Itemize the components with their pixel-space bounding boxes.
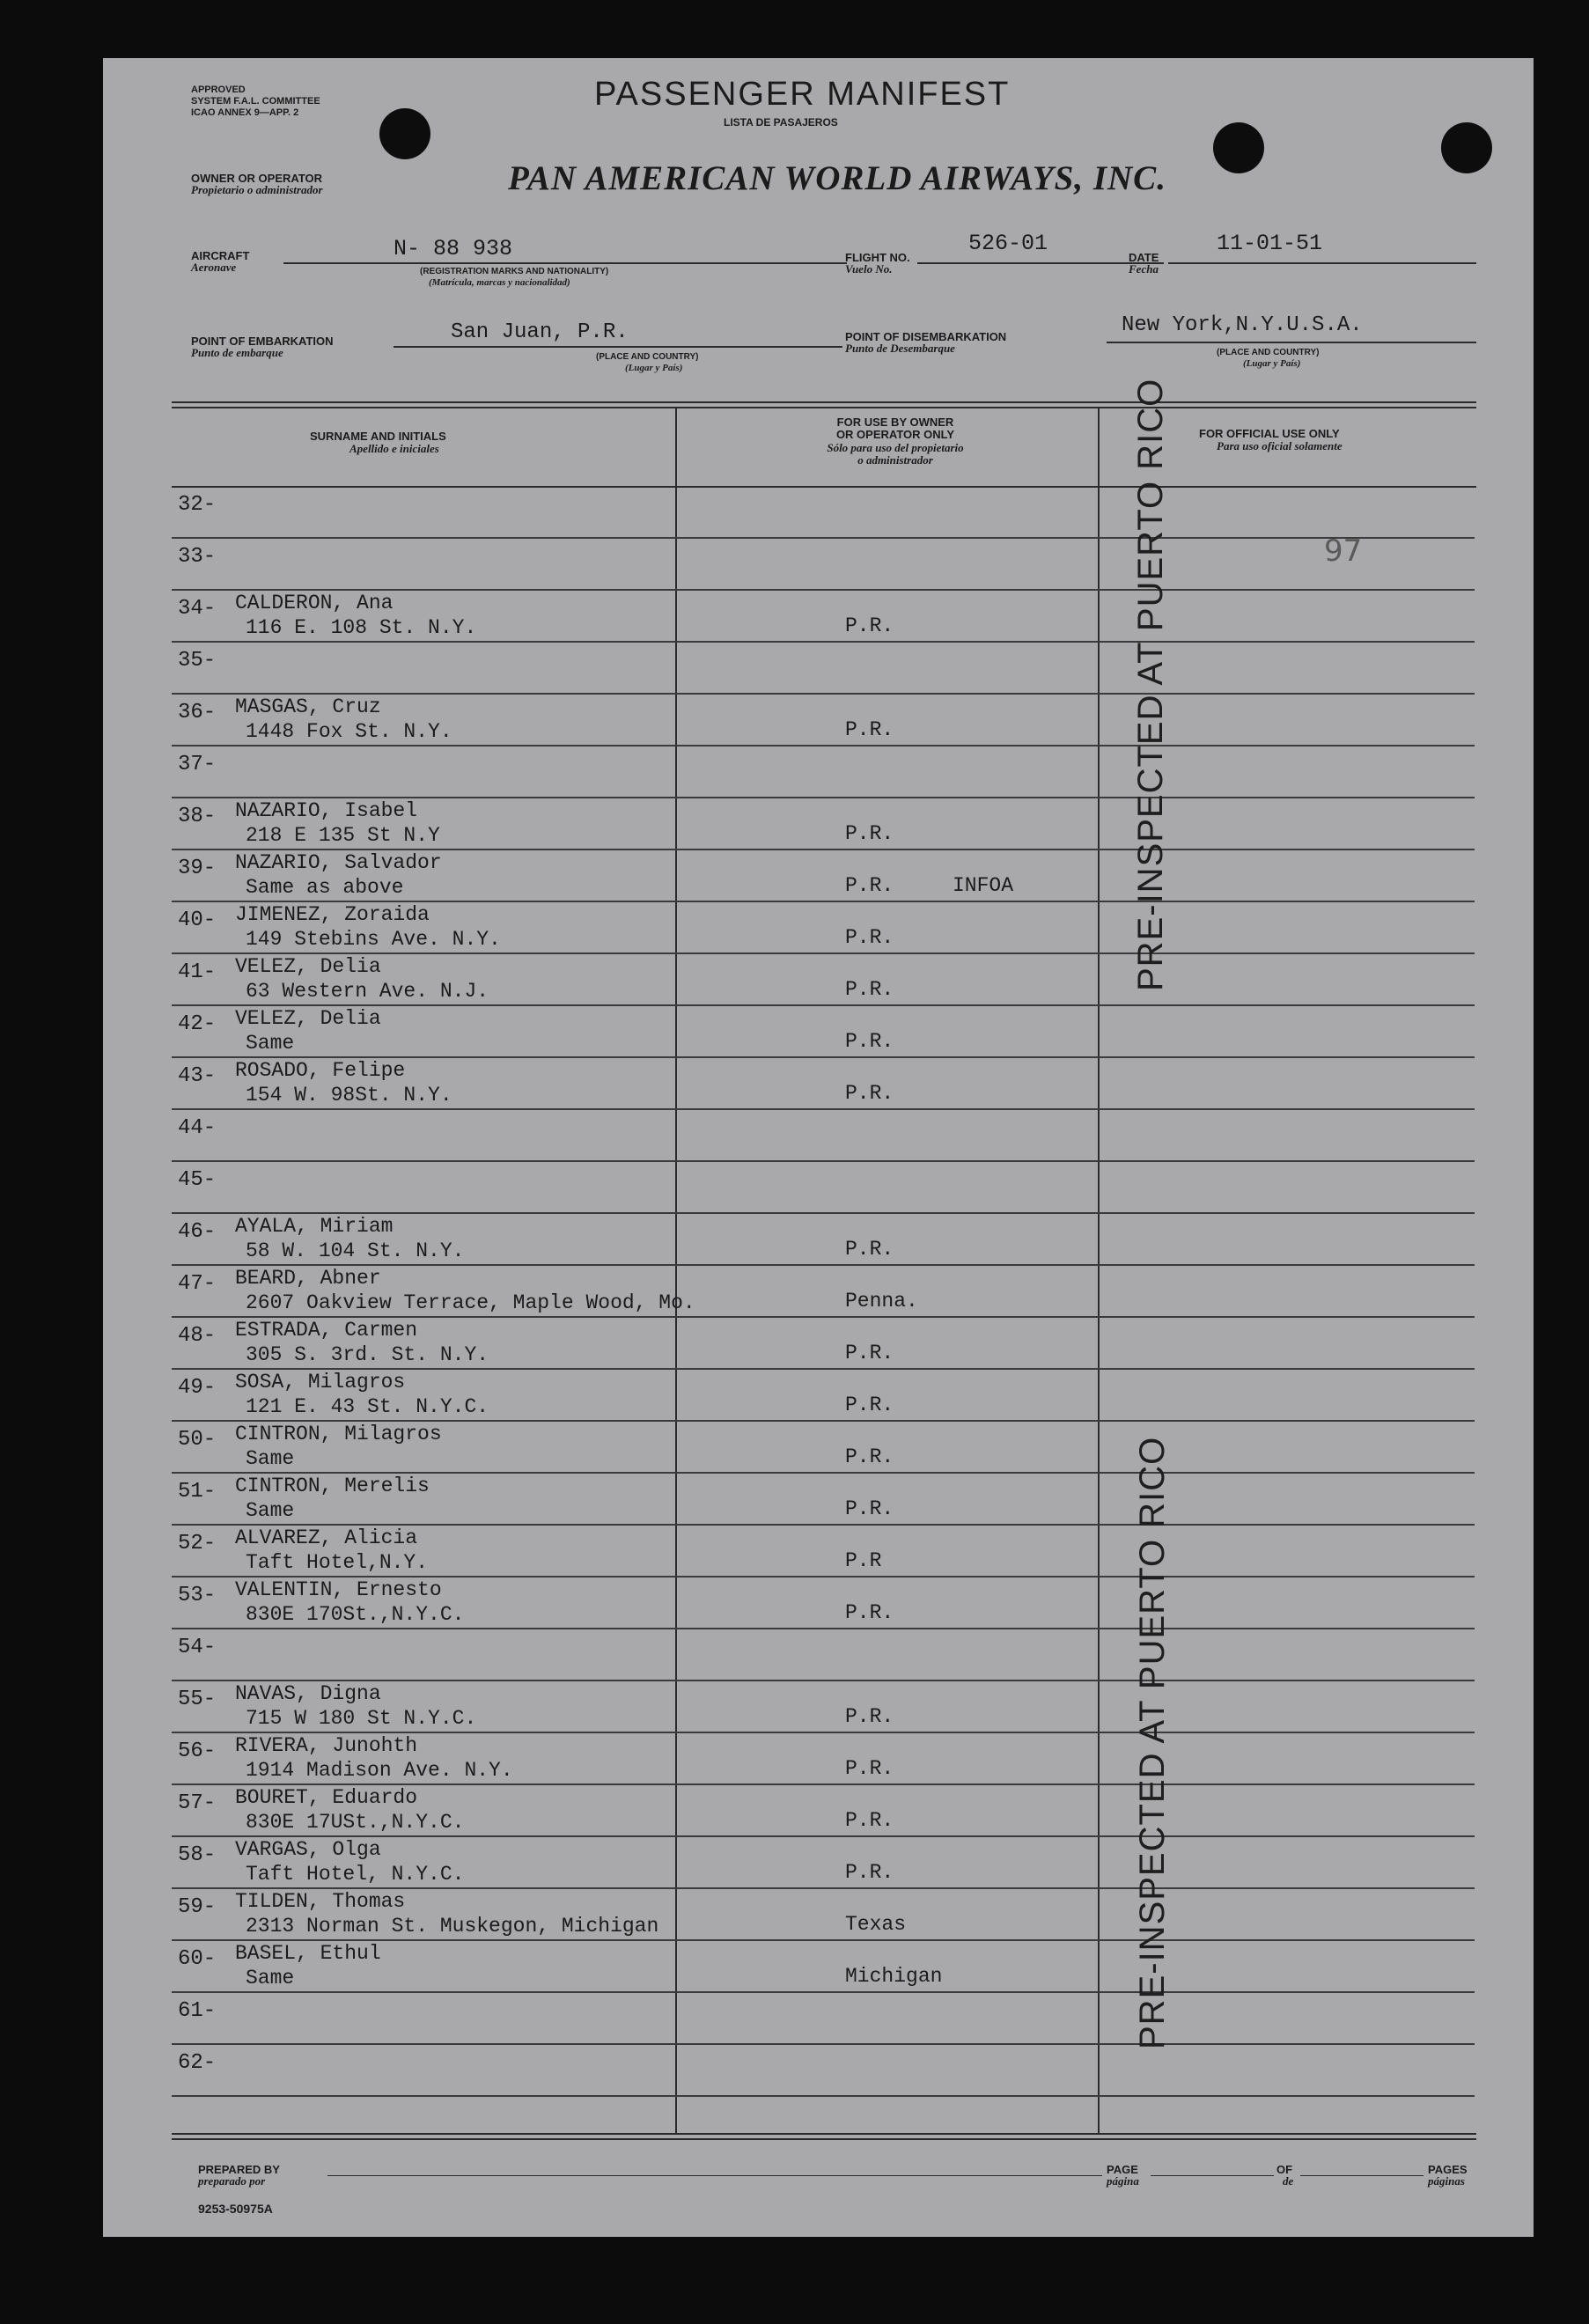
table-row xyxy=(103,903,1534,955)
row-divider xyxy=(172,1991,1475,1993)
punch-hole xyxy=(1441,122,1492,173)
passenger-address: 715 W 180 St N.Y.C. xyxy=(246,1707,477,1730)
column-header-official: FOR OFFICIAL USE ONLY xyxy=(1199,427,1340,440)
owner-note: P.R. xyxy=(845,1445,894,1468)
of-underline xyxy=(1300,2175,1423,2176)
passenger-name: VARGAS, Olga xyxy=(235,1838,381,1861)
table-row xyxy=(103,1059,1534,1111)
row-number: 61- xyxy=(178,1999,217,2023)
passenger-address: Same xyxy=(246,1967,295,1989)
table-row xyxy=(103,644,1534,695)
table-row xyxy=(103,1319,1534,1371)
row-divider xyxy=(172,1160,1475,1162)
row-divider xyxy=(172,1472,1475,1474)
row-number: 32- xyxy=(178,493,217,517)
passenger-name: ESTRADA, Carmen xyxy=(235,1319,418,1342)
of-label-es: de xyxy=(1283,2174,1294,2188)
table-bottom-rule xyxy=(172,2138,1476,2140)
flight-value: 526-01 xyxy=(968,231,1048,256)
table-row xyxy=(103,1163,1534,1215)
row-divider xyxy=(172,1732,1475,1733)
table-top-rule xyxy=(172,401,1476,403)
row-number: 39- xyxy=(178,857,217,880)
passenger-address: 218 E 135 St N.Y xyxy=(246,824,440,847)
row-divider xyxy=(172,1783,1475,1785)
pre-inspected-stamp: PRE-INSPECTED AT PUERTO RICO xyxy=(1133,1436,1172,2049)
row-number: 43- xyxy=(178,1064,217,1088)
passenger-name: VALENTIN, Ernesto xyxy=(235,1578,442,1601)
passenger-name: ALVAREZ, Alicia xyxy=(235,1526,418,1549)
flight-label-es: Vuelo No. xyxy=(845,262,893,276)
row-divider xyxy=(172,1056,1475,1058)
disembark-value: New York,N.Y.U.S.A. xyxy=(1122,313,1363,337)
row-number: 60- xyxy=(178,1947,217,1971)
aircraft-caption: (REGISTRATION MARKS AND NATIONALITY) xyxy=(420,267,609,276)
row-divider xyxy=(172,1420,1475,1422)
passenger-address: 58 W. 104 St. N.Y. xyxy=(246,1239,465,1262)
row-divider xyxy=(172,2095,1475,2097)
owner-note: P.R. xyxy=(845,718,894,741)
embark-underline xyxy=(394,346,842,348)
owner-value: PAN AMERICAN WORLD AIRWAYS, INC. xyxy=(508,159,1166,197)
approval-line: APPROVED xyxy=(191,85,246,95)
owner-note: P.R. xyxy=(845,822,894,845)
row-number: 50- xyxy=(178,1428,217,1452)
row-divider xyxy=(172,1835,1475,1837)
table-row xyxy=(103,1942,1534,1994)
owner-note: P.R. xyxy=(845,1809,894,1832)
column-header-official-es: Para uso oficial solamente xyxy=(1217,439,1343,452)
passenger-name: VELEZ, Delia xyxy=(235,955,381,978)
passenger-address: Taft Hotel, N.Y.C. xyxy=(246,1863,465,1886)
disembark-place-caption-es: (Lugar y País) xyxy=(1243,358,1301,369)
flight-underline xyxy=(917,262,1164,264)
table-row xyxy=(103,1007,1534,1059)
passenger-address: 2607 Oakview Terrace, Maple Wood, Mo. xyxy=(246,1291,695,1314)
row-number: 52- xyxy=(178,1532,217,1555)
table-row xyxy=(103,2046,1534,2098)
table-row xyxy=(103,799,1534,851)
table-row xyxy=(103,1423,1534,1475)
passenger-name: CALDERON, Ana xyxy=(235,592,394,614)
row-divider xyxy=(172,1628,1475,1629)
owner-note: P.R. xyxy=(845,1238,894,1261)
punch-hole xyxy=(379,108,430,159)
punch-hole xyxy=(1213,122,1264,173)
row-divider xyxy=(172,693,1475,695)
passenger-address: 1448 Fox St. N.Y. xyxy=(246,720,452,743)
row-number: 37- xyxy=(178,753,217,776)
table-row xyxy=(103,695,1534,747)
row-divider xyxy=(172,1939,1475,1941)
row-divider xyxy=(172,537,1475,539)
row-divider xyxy=(172,1212,1475,1214)
table-row xyxy=(103,1371,1534,1423)
table-row xyxy=(103,1111,1534,1163)
row-divider xyxy=(172,641,1475,643)
owner-note: P.R. xyxy=(845,1705,894,1728)
row-number: 53- xyxy=(178,1584,217,1607)
passenger-address: Same xyxy=(246,1447,295,1470)
table-row xyxy=(103,1838,1534,1890)
column-header-owner-use xyxy=(790,416,1001,441)
passenger-name: MASGAS, Cruz xyxy=(235,695,381,718)
date-value: 11-01-51 xyxy=(1217,231,1323,256)
passenger-name: AYALA, Miriam xyxy=(235,1215,394,1238)
passenger-name: CINTRON, Merelis xyxy=(235,1475,430,1497)
row-number: 42- xyxy=(178,1012,217,1036)
row-divider xyxy=(172,1576,1475,1578)
passenger-address: 830E 17USt.,N.Y.C. xyxy=(246,1811,465,1834)
row-divider xyxy=(172,849,1475,850)
passenger-list xyxy=(103,488,1534,2134)
table-row xyxy=(103,1215,1534,1267)
owner-note: P.R. xyxy=(845,1394,894,1416)
table-row xyxy=(103,851,1534,903)
table-row xyxy=(103,1578,1534,1630)
row-divider xyxy=(172,589,1475,591)
embark-label-es: Punto de embarque xyxy=(191,346,283,359)
passenger-address: 116 E. 108 St. N.Y. xyxy=(246,616,477,639)
row-number: 44- xyxy=(178,1116,217,1140)
manifest-page xyxy=(103,58,1534,2237)
row-number: 47- xyxy=(178,1272,217,1296)
owner-note: Texas xyxy=(845,1913,907,1936)
passenger-name: CINTRON, Milagros xyxy=(235,1423,442,1445)
table-row xyxy=(103,747,1534,799)
column-header-surname-es: Apellido e iniciales xyxy=(349,442,439,455)
passenger-name: TILDEN, Thomas xyxy=(235,1890,406,1913)
table-row xyxy=(103,1734,1534,1786)
column-header-owner-use-es-line: Sólo para uso del propietario xyxy=(827,441,964,454)
table-row xyxy=(103,488,1534,540)
passenger-name: ROSADO, Felipe xyxy=(235,1059,406,1082)
table-row xyxy=(103,1786,1534,1838)
row-divider xyxy=(172,1316,1475,1318)
of-label: OF xyxy=(1276,2163,1293,2176)
passenger-address: 830E 170St.,N.Y.C. xyxy=(246,1603,465,1626)
pages-label-es: páginas xyxy=(1428,2174,1465,2188)
row-divider xyxy=(172,1368,1475,1370)
disembark-label: POINT OF DISEMBARKATION xyxy=(845,330,1007,343)
approval-block xyxy=(191,85,320,119)
row-number: 55- xyxy=(178,1688,217,1711)
form-number: 9253-50975A xyxy=(198,2202,273,2216)
row-divider xyxy=(172,1887,1475,1889)
row-number: 51- xyxy=(178,1480,217,1504)
row-number: 57- xyxy=(178,1791,217,1815)
approval-line: SYSTEM F.A.L. COMMITTEE xyxy=(191,96,320,107)
row-number: 40- xyxy=(178,908,217,932)
page-subtitle: LISTA DE PASAJEROS xyxy=(724,116,838,129)
owner-note: P.R. xyxy=(845,614,894,637)
page-title: PASSENGER MANIFEST xyxy=(594,76,1011,113)
passenger-name: SOSA, Milagros xyxy=(235,1371,406,1394)
table-bottom-rule xyxy=(172,2133,1476,2135)
row-divider xyxy=(172,952,1475,954)
passenger-address: 305 S. 3rd. St. N.Y. xyxy=(246,1343,489,1366)
row-number: 45- xyxy=(178,1168,217,1192)
date-underline xyxy=(1168,262,1476,264)
embark-place-caption: (PLACE AND COUNTRY) xyxy=(596,352,699,362)
owner-note: P.R. xyxy=(845,1342,894,1364)
table-row xyxy=(103,1267,1534,1319)
disembark-place-caption: (PLACE AND COUNTRY) xyxy=(1217,348,1320,357)
row-divider xyxy=(172,901,1475,902)
owner-note: P.R. xyxy=(845,978,894,1001)
table-top-rule xyxy=(172,407,1476,408)
owner-label-es: Propietario o administrador xyxy=(191,183,323,196)
passenger-name: BOURET, Eduardo xyxy=(235,1786,418,1809)
row-number: 41- xyxy=(178,960,217,984)
table-row xyxy=(103,540,1534,592)
table-row xyxy=(103,955,1534,1007)
row-divider xyxy=(172,2043,1475,2045)
passenger-name: NAVAS, Digna xyxy=(235,1682,381,1705)
owner-note: P.R. xyxy=(845,1601,894,1624)
passenger-name: BEARD, Abner xyxy=(235,1267,381,1290)
row-number: 34- xyxy=(178,597,217,621)
row-number: 46- xyxy=(178,1220,217,1244)
owner-note: Penna. xyxy=(845,1290,918,1313)
embark-place-caption-es: (Lugar y País) xyxy=(625,363,683,373)
passenger-name: VELEZ, Delia xyxy=(235,1007,381,1030)
page-label: PAGE xyxy=(1107,2163,1138,2176)
passenger-address: 63 Western Ave. N.J. xyxy=(246,980,489,1003)
passenger-name: NAZARIO, Isabel xyxy=(235,799,418,822)
row-number: 59- xyxy=(178,1895,217,1919)
row-number: 56- xyxy=(178,1739,217,1763)
table-row xyxy=(103,592,1534,644)
row-divider xyxy=(172,1264,1475,1266)
row-number: 36- xyxy=(178,701,217,724)
passenger-address: Same xyxy=(246,1032,295,1055)
aircraft-underline xyxy=(283,262,847,264)
disembark-label-es: Punto de Desembarque xyxy=(845,342,955,355)
aircraft-label-es: Aeronave xyxy=(191,261,237,274)
table-row xyxy=(103,1526,1534,1578)
passenger-address: 154 W. 98St. N.Y. xyxy=(246,1084,452,1107)
passenger-name: NAZARIO, Salvador xyxy=(235,851,442,874)
flight-label: FLIGHT NO. xyxy=(845,251,910,264)
owner-note: P.R. xyxy=(845,1497,894,1520)
prepared-by-label: PREPARED BY xyxy=(198,2163,280,2176)
aircraft-caption-es: (Matrícula, marcas y nacionalidad) xyxy=(429,277,570,288)
passenger-address: 121 E. 43 St. N.Y.C. xyxy=(246,1395,489,1418)
column-header-owner-use-line: FOR USE BY OWNER xyxy=(836,416,954,429)
page-underline xyxy=(1151,2175,1274,2176)
official-count: 97 xyxy=(1324,533,1363,569)
row-number: 49- xyxy=(178,1376,217,1400)
table-row xyxy=(103,1682,1534,1734)
date-label: DATE xyxy=(1129,251,1159,264)
column-header-owner-use-line: OR OPERATOR ONLY xyxy=(835,428,955,441)
table-row xyxy=(103,1994,1534,2046)
row-number: 48- xyxy=(178,1324,217,1348)
aircraft-value: N- 88 938 xyxy=(394,236,513,261)
passenger-address: Same as above xyxy=(246,876,404,899)
prepared-by-underline xyxy=(327,2175,1102,2176)
owner-label: OWNER OR OPERATOR xyxy=(191,172,323,185)
owner-note-extra: INFOA xyxy=(953,874,1014,897)
passenger-name: BASEL, Ethul xyxy=(235,1942,381,1965)
prepared-by-label-es: preparado por xyxy=(198,2174,266,2188)
column-header-surname: SURNAME AND INITIALS xyxy=(310,430,446,443)
disembark-underline xyxy=(1107,342,1476,343)
pages-label: PAGES xyxy=(1428,2163,1468,2176)
passenger-address: 2313 Norman St. Muskegon, Michigan xyxy=(246,1915,659,1938)
owner-note: P.R. xyxy=(845,1082,894,1105)
row-number: 58- xyxy=(178,1843,217,1867)
passenger-name: RIVERA, Junohth xyxy=(235,1734,418,1757)
table-row xyxy=(103,1475,1534,1526)
row-number: 62- xyxy=(178,2051,217,2075)
embark-label: POINT OF EMBARKATION xyxy=(191,335,334,348)
column-header-owner-use-es-line: o administrador xyxy=(857,453,933,467)
pre-inspected-stamp: PRE-INSPECTED AT PUERTO RICO xyxy=(1131,378,1170,991)
page-label-es: página xyxy=(1107,2174,1139,2188)
date-label-es: Fecha xyxy=(1129,262,1159,276)
passenger-name: JIMENEZ, Zoraida xyxy=(235,903,430,926)
row-divider xyxy=(172,745,1475,746)
row-divider xyxy=(172,797,1475,798)
approval-line: ICAO ANNEX 9—APP. 2 xyxy=(191,107,299,118)
owner-note: P.R. xyxy=(845,1861,894,1884)
row-divider xyxy=(172,1680,1475,1681)
owner-note: P.R. xyxy=(845,1030,894,1053)
row-number: 35- xyxy=(178,649,217,673)
row-number: 54- xyxy=(178,1636,217,1659)
column-header-owner-use-es xyxy=(790,442,1001,467)
row-number: 38- xyxy=(178,805,217,828)
passenger-address: 1914 Madison Ave. N.Y. xyxy=(246,1759,513,1782)
row-number: 33- xyxy=(178,545,217,569)
owner-note: P.R. xyxy=(845,874,894,897)
table-row xyxy=(103,1630,1534,1682)
row-divider xyxy=(172,1004,1475,1006)
embark-value: San Juan, P.R. xyxy=(451,320,629,344)
owner-note: Michigan xyxy=(845,1965,943,1988)
passenger-address: 149 Stebins Ave. N.Y. xyxy=(246,928,501,951)
row-divider xyxy=(172,1524,1475,1526)
table-row xyxy=(103,1890,1534,1942)
owner-note: P.R xyxy=(845,1549,882,1572)
aircraft-label: AIRCRAFT xyxy=(191,249,250,262)
owner-note: P.R. xyxy=(845,926,894,949)
passenger-address: Same xyxy=(246,1499,295,1522)
owner-note: P.R. xyxy=(845,1757,894,1780)
row-divider xyxy=(172,1108,1475,1110)
passenger-address: Taft Hotel,N.Y. xyxy=(246,1551,429,1574)
